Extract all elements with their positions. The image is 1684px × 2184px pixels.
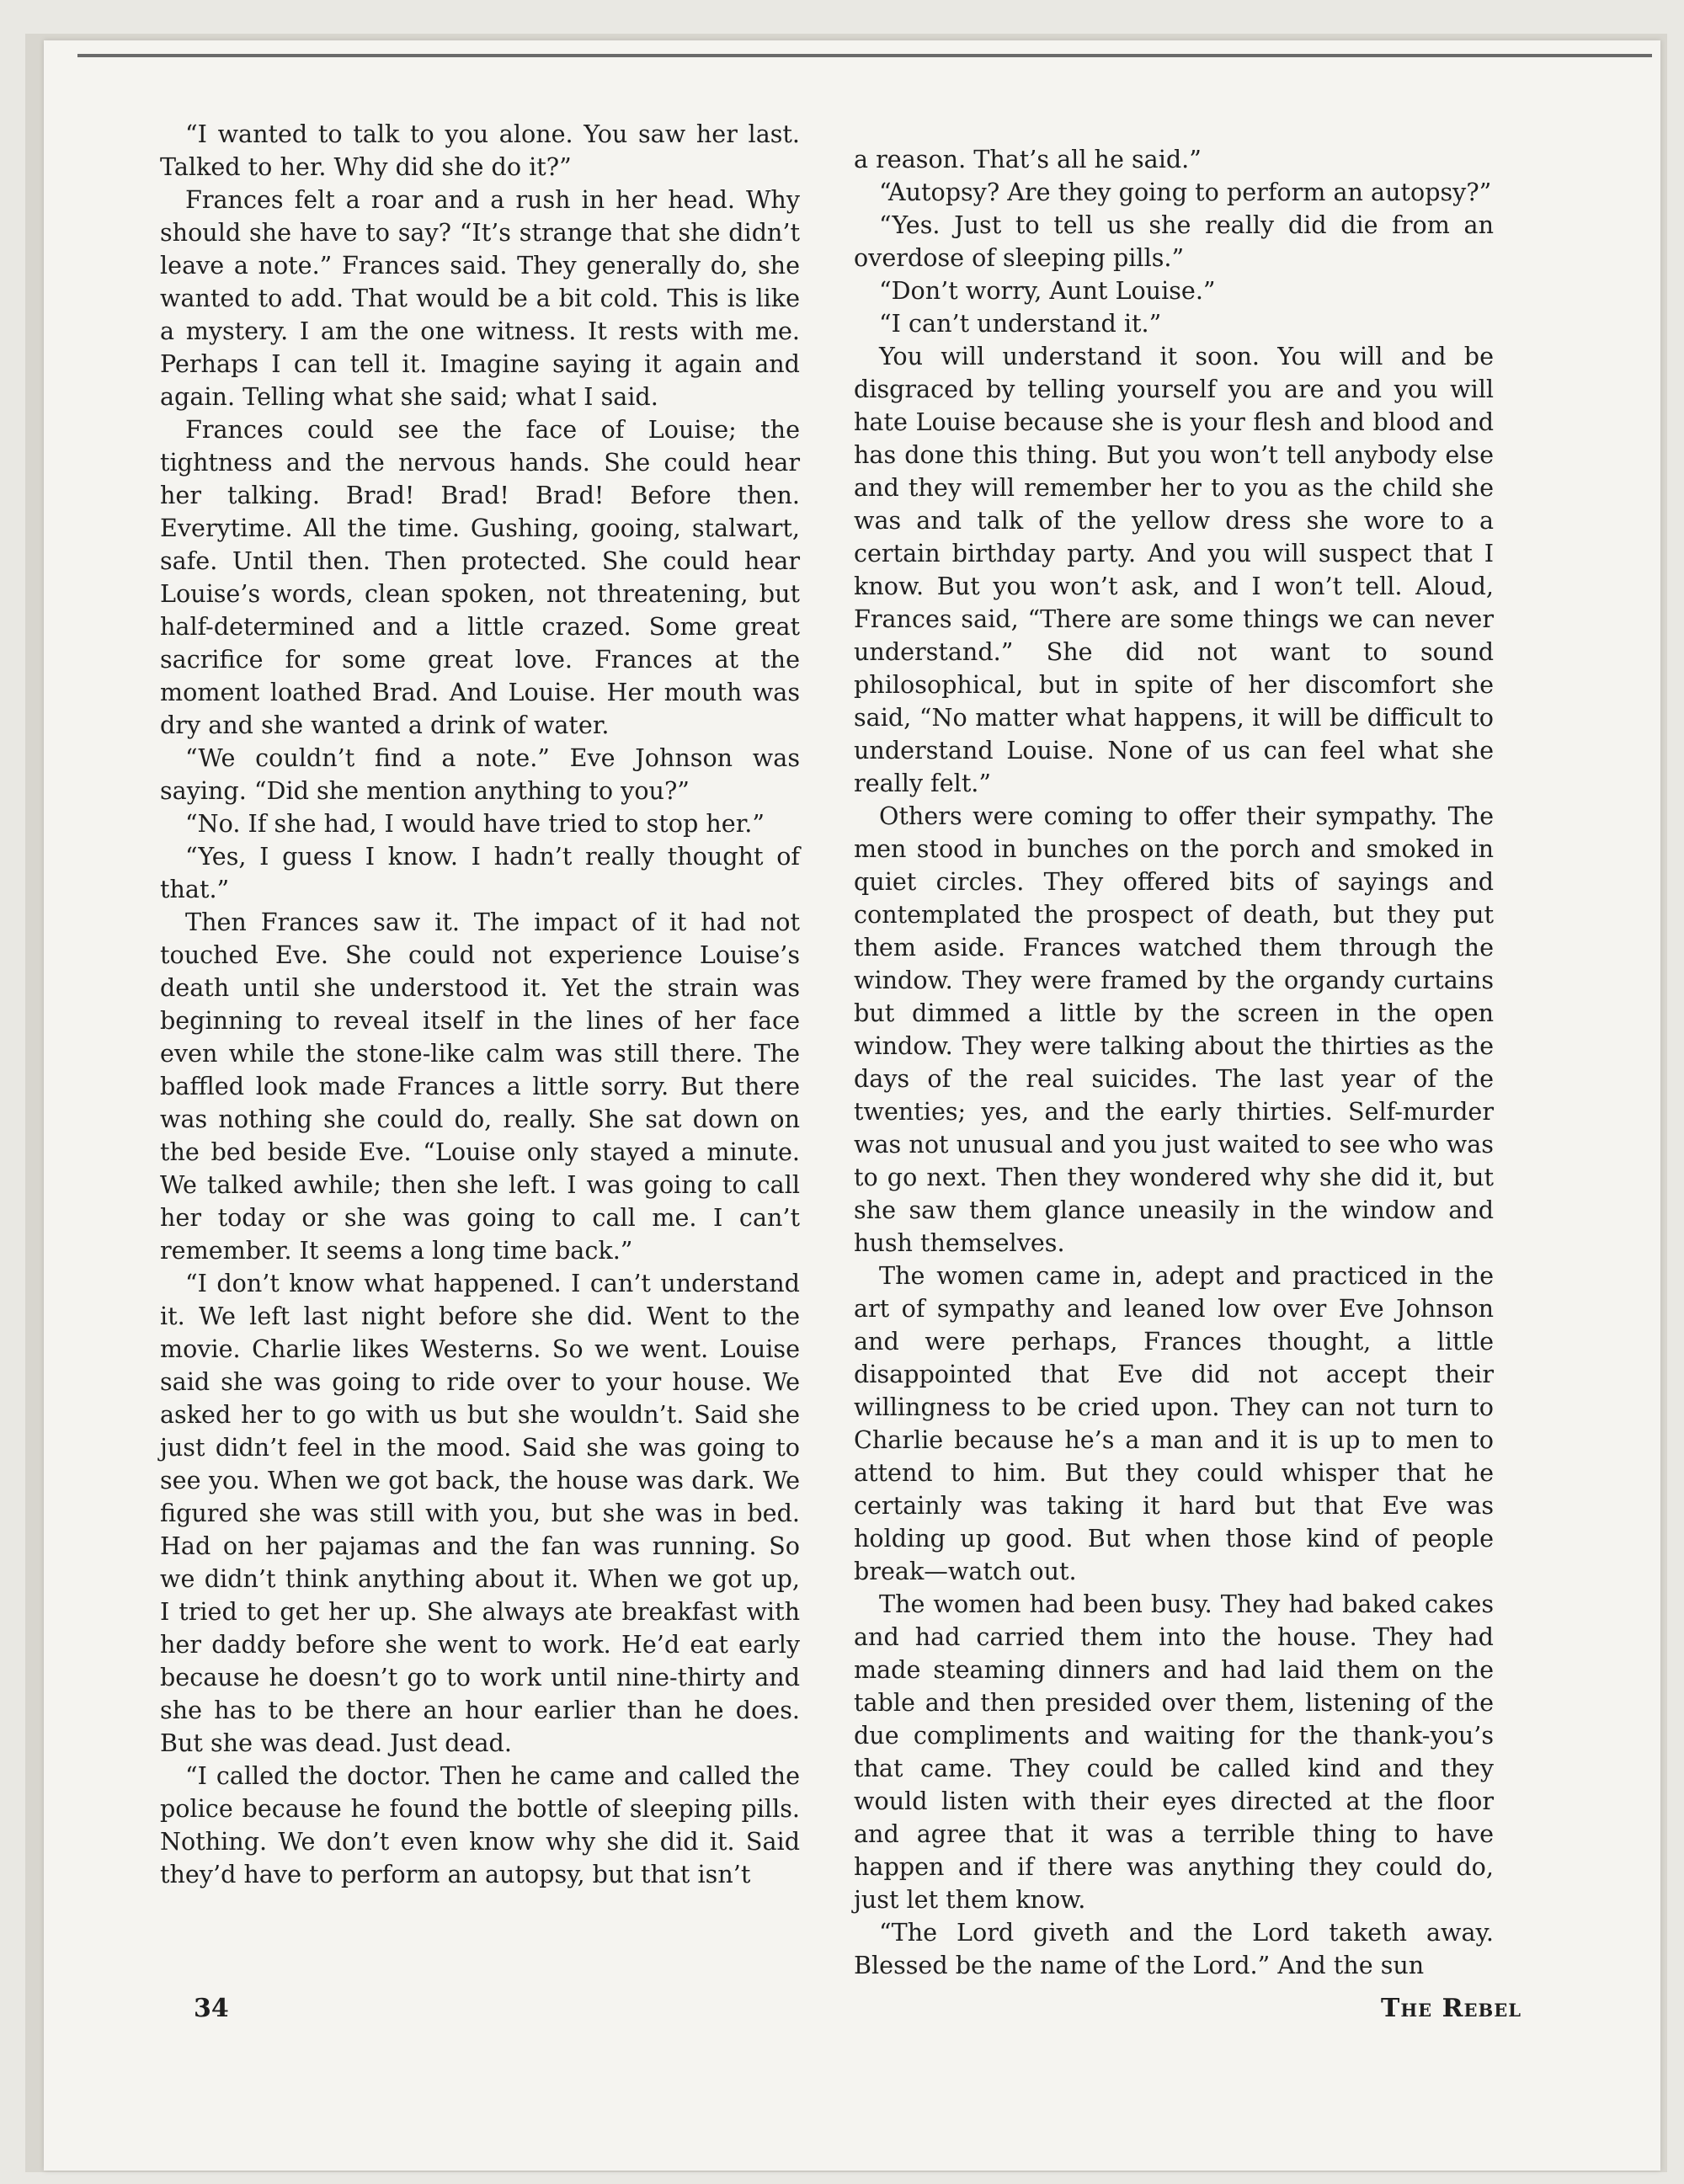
page-number: 34 (194, 1994, 229, 2023)
paragraph: “Autopsy? Are they going to perform an autopsy?” (879, 178, 1492, 206)
paragraph: The women came in, adept and practiced in the art of sympathy and leaned low over Eve Johnson and were perhaps, Frances thought, a little disappointed that Eve did not accept their willingness to be cried upon. They can not turn to Charlie because he’s a man and it is up to men to attend to him. But they could whisper that he certainly was taking it hard but that Eve was holding up good. But when those kind of people break—watch out. (854, 1261, 1494, 1585)
paragraph: “Don’t worry, Aunt Louise.” (879, 276, 1216, 305)
paragraph: Frances could see the face of Louise; the tightness and the nervous hands. She could hear her talking. Brad! Brad! Brad! Before then. Everytime. All the time. Gushing, gooing, stalwart, safe. Until then. Then protected. She could hear Louise’s words, clean spoken, not threatening, but half-determined and a little crazed. Some great sacrifice for some great love. Frances at the moment loathed Brad. And Louise. Her mouth was dry and she wanted a drink of water. (160, 415, 800, 739)
paragraph: “I can’t understand it.” (879, 309, 1162, 338)
paragraph: “The Lord giveth and the Lord taketh away. Blessed be the name of the Lord.” And the sun (854, 1918, 1494, 1979)
top-rule (77, 54, 1652, 57)
right-column (854, 143, 1494, 1982)
paragraph: “Yes, I guess I know. I hadn’t really thought of that.” (160, 842, 800, 903)
paragraph: Frances felt a roar and a rush in her head. Why should she have to say? “It’s strange that she didn’t leave a note.” Frances said. They generally do, she wanted to add. That would be a bit cold. This is like a mystery. I am the one witness. It rests with me. Perhaps I can tell it. Imagine saying it again and again. Telling what she said; what I said. (160, 185, 800, 411)
paragraph: “We couldn’t find a note.” Eve Johnson was saying. “Did she mention anything to you?” (160, 743, 800, 805)
paragraph: Others were coming to offer their sympathy. The men stood in bunches on the porch and smoked in quiet circles. They offered bits of sayings and contemplated the prospect of death, but they put them aside. Frances watched them through the window. They were framed by the organdy curtains but dimmed a little by the screen in the open window. They were talking about the thirties as the days of the real suicides. The last year of the twenties; yes, and the early thirties. Self-murder was not unusual and you just waited to see who was to go next. Then they wondered why she did it, but she saw them glance uneasily in the window and hush themselves. (854, 802, 1494, 1257)
paragraph: Then Frances saw it. The impact of it had not touched Eve. She could not experience Louise’s death until she understood it. Yet the strain was beginning to reveal itself in the lines of her face even while the stone-like calm was still there. The baffled look made Frances a little sorry. But there was nothing she could do, really. She sat down on the bed beside Eve. “Louise only stayed a minute. We talked awhile; then she left. I was going to call her today or she was going to call me. I can’t remember. It seems a long time back.” (160, 908, 800, 1265)
paragraph: “I don’t know what happened. I can’t understand it. We left last night before she did. Went to the movie. Charlie likes Westerns. So we went. Louise said she was going to ride over to your house. We asked her to go with us but she wouldn’t. Said she just didn’t feel in the mood. Said she was going to see you. When we got back, the house was dark. We figured she was still with you, but she was in bed. Had on her pajamas and the fan was running. So we didn’t think anything about it. When we got up, I tried to get her up. She always ate breakfast with her daddy before she went to work. He’d eat early because he doesn’t go to work until nine-thirty and she has to be there an hour earlier than he does. But she was dead. Just dead. (160, 1269, 800, 1757)
paragraph: “Yes. Just to tell us she really did die from an overdose of sleeping pills.” (854, 210, 1494, 272)
paragraph: “I wanted to talk to you alone. You saw her last. Talked to her. Why did she do it?” (160, 120, 800, 181)
paragraph: “No. If she had, I would have tried to stop her.” (185, 809, 765, 838)
left-column (160, 118, 800, 1891)
paragraph: You will understand it soon. You will and be disgraced by telling yourself you are and you will hate Louise because she is your flesh and blood and has done this thing. But you won’t tell anybody else and they will remember her to you as the child she was and talk of the yellow dress she wore to a certain birthday party. And you will suspect that I know. But you won’t ask, and I won’t tell. Aloud, Frances said, “There are some things we can never understand.” She did not want to sound philosophical, but in spite of her discomfort she said, “No matter what happens, it will be difficult to understand Louise. None of us can feel what she really felt.” (854, 342, 1494, 797)
publication-title: The Rebel (1381, 1994, 1522, 2023)
paragraph: a reason. That’s all he said.” (854, 145, 1202, 173)
paragraph: “I called the doctor. Then he came and called the police because he found the bottle of sleeping pills. Nothing. We don’t even know why she did it. Said they’d have to perform an autopsy, but that isn’t (160, 1761, 800, 1888)
paragraph: The women had been busy. They had baked cakes and had carried them into the house. They had made steaming dinners and had laid them on the table and then presided over them, listening of the due compliments and waiting for the thank-you’s that came. They could be called kind and they would listen with their eyes directed at the floor and agree that it was a terrible thing to have happen and if there was anything they could do, just let them know. (854, 1590, 1494, 1914)
